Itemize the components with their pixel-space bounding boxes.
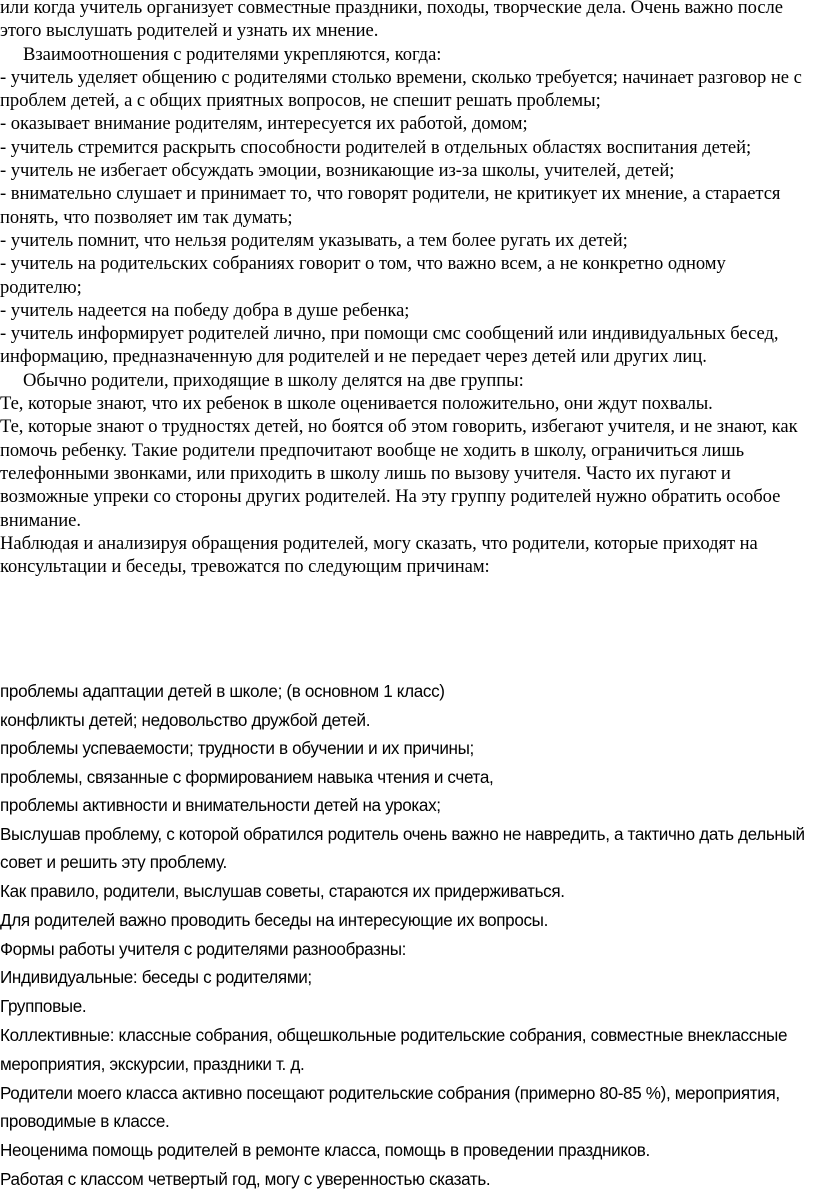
list-item-kindness: - учитель надеется на победу добра в душе ребенка; [0, 299, 410, 321]
list-item-no-scolding: - учитель помнит, что нельзя родителям указывать, а тем более ругать их детей; [0, 229, 628, 251]
form-collective: Коллективные: классные собрания, общешкольные родительские собрания, совместные внеклассные мероприятия, экскурсии, праздники т. д. [0, 1026, 788, 1074]
list-item-communication-time: - учитель уделяет общению с родителями столько времени, сколько требуется; начинает разговор не с проблем детей, а с общих приятных вопросов, не спешит решать проблемы; [0, 66, 802, 112]
reason-conflicts: конфликты детей; недовольство дружбой детей. [0, 710, 371, 730]
sans-text-section [0, 678, 812, 1195]
reason-performance: проблемы успеваемости; трудности в обучении и их причины; [0, 739, 474, 758]
reason-activity: проблемы активности и внимательности детей на уроках; [0, 796, 441, 815]
paragraph-fourth-year: Работая с классом четвертый год, могу с уверенностью сказать. [0, 1170, 491, 1190]
paragraph-advice: Выслушав проблему, с которой обратился родитель очень важно не навредить, а тактично дать дельный совет и решить эту проблему. [0, 824, 805, 873]
reason-adaptation: проблемы адаптации детей в школе; (в основном 1 класс) [0, 682, 445, 701]
paragraph-intro: или когда учитель организует совместные праздники, походы, творческие дела. Очень важно после этого выслушать родителей и узнать их мнение. [0, 0, 783, 42]
paragraph-help: Неоценима помощь родителей в ремонте класса, помощь в проведении праздников. [0, 1141, 650, 1161]
paragraph-observations: Наблюдая и анализируя обращения родителей, могу сказать, что родители, которые приходят на консультации и беседы, тревожатся по следующим причинам: [0, 532, 758, 578]
list-item-emotions: - учитель не избегает обсуждать эмоции, возникающие из-за школы, учителей, детей; [0, 160, 675, 182]
reason-reading-counting: проблемы, связанные с формированием навыка чтения и счета, [0, 767, 494, 787]
form-group: Групповые. [0, 997, 87, 1017]
list-item-abilities: - учитель стремится раскрыть способности родителей в отдельных областях воспитания детей; [0, 136, 752, 158]
list-item-meetings: - учитель на родительских собраниях говорит о том, что важно всем, а не конкретно одному родителю; [0, 253, 726, 298]
serif-text-section [0, 0, 812, 578]
list-item-listening: - внимательно слушает и принимает то, что говорят родители, не критикует их мнение, а старается понять, что позволяет им так думать; [0, 183, 781, 228]
paragraph-follow-advice: Как правило, родители, выслушав советы, стараются их придерживаться. [0, 882, 565, 902]
paragraph-group-two: Те, которые знают о трудностях детей, но боятся об этом говорить, избегают учителя, и не знают, как помочь ребенку. Такие родители предпочитают вообще не ходить в школу, ограничиться лишь телефонными звонками, или приходить в школу лишь по вызову учителя. Часто их пугают и возможные упреки со стороны других родителей. На эту группу родителей нужно обратить особое внимание. [0, 416, 798, 531]
paragraph-two-groups: Обычно родители, приходящие в школу делятся на две группы: [0, 369, 524, 391]
paragraph-forms-heading: Формы работы учителя с родителями разнообразны: [0, 939, 407, 959]
paragraph-group-one: Те, которые знают, что их ребенок в школе оценивается положительно, они ждут похвалы. [0, 393, 713, 415]
paragraph-relations-heading: Взаимоотношения с родителями укрепляются, когда: [0, 43, 442, 65]
form-individual: Индивидуальные: беседы с родителями; [0, 968, 312, 988]
list-item-attention: - оказывает внимание родителям, интересуется их работой, домом; [0, 113, 528, 135]
paragraph-conversations: Для родителей важно проводить беседы на интересующие их вопросы. [0, 910, 549, 930]
list-item-informing: - учитель информирует родителей лично, при помощи смс сообщений или индивидуальных бесед, информацию, предназначенную для родителей и не передает через детей или других лиц. [0, 323, 779, 368]
paragraph-attendance: Родители моего класса активно посещают родительские собрания (примерно 80-85 %), мероприятия, проводимые в классе. [0, 1083, 780, 1132]
